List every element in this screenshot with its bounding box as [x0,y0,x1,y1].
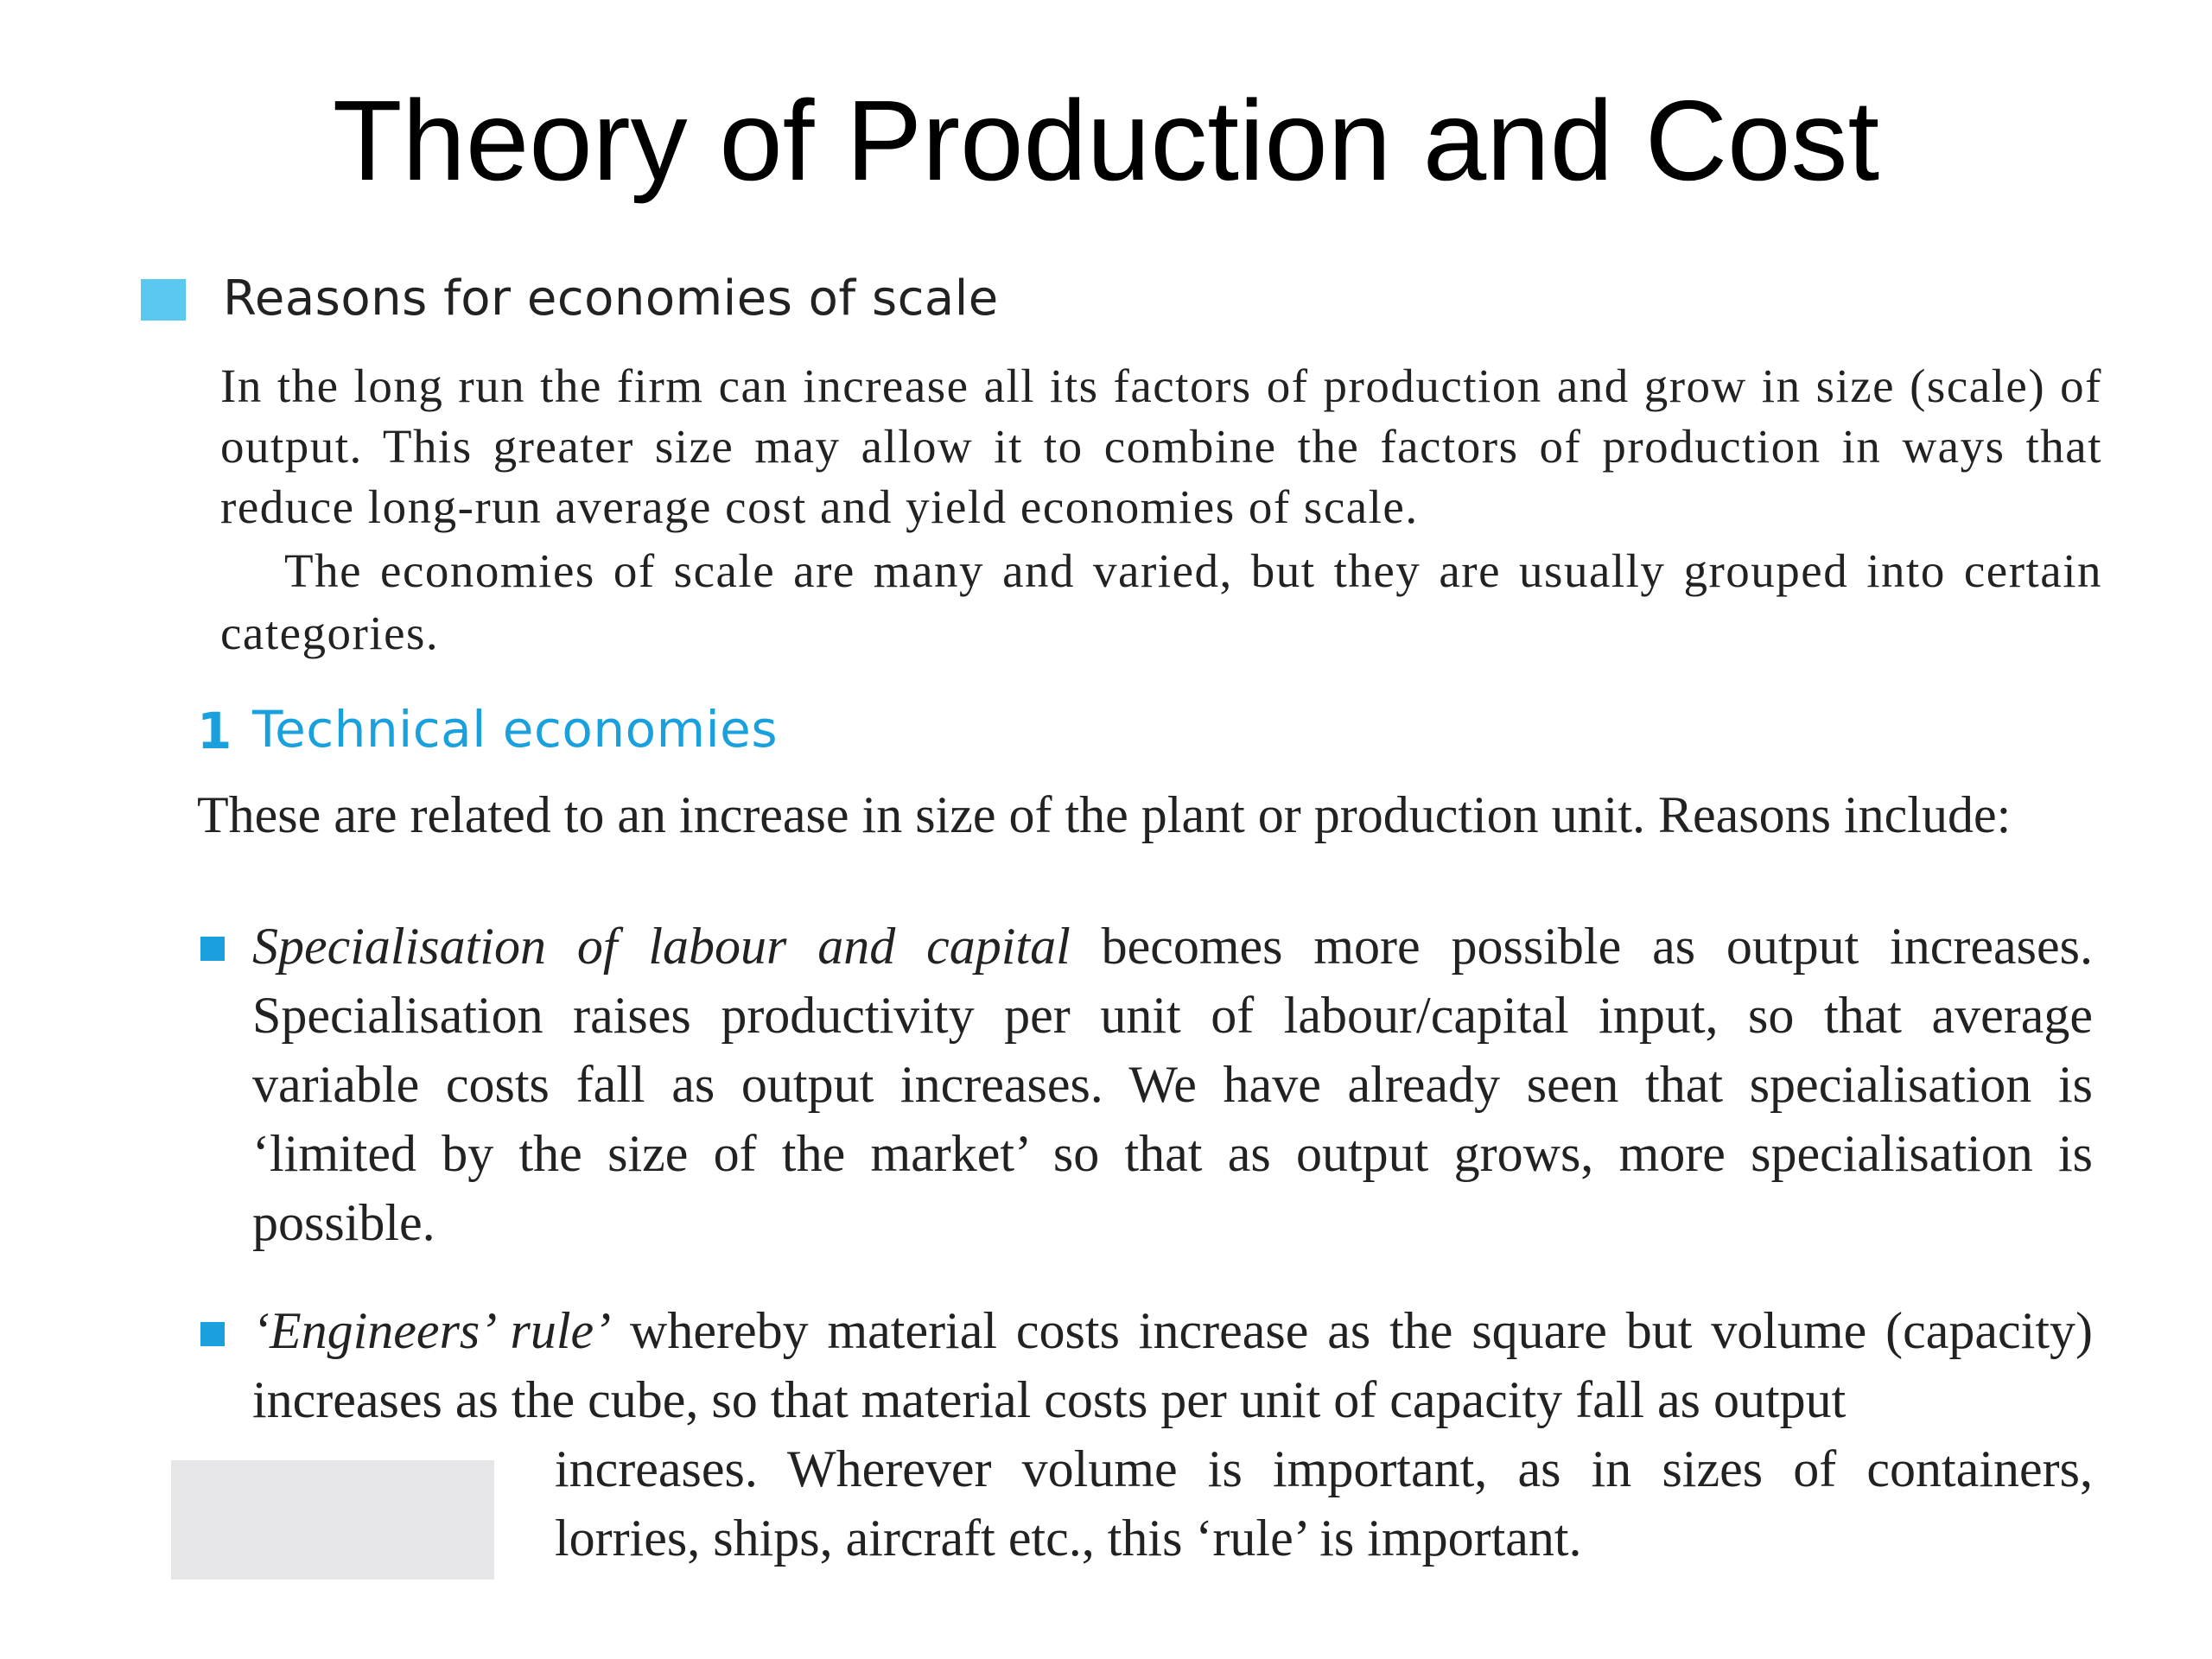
bullet-lead: Specialisation of labour and capital [252,918,1071,975]
subsection-intro: These are related to an increase in size of the plant or production unit. Reasons include: [197,786,2012,843]
subsection-number: 1 [197,702,232,760]
bullet-text: becomes more possible as output increases. Specialisation raises productivity per unit of labour/capital input, so that average variable costs fall as output increases. We have already seen that specialisation is ‘limited by the size of the market’ so that as output grows, more specialisation is possible. [252,918,2093,1251]
bullet-engineers-rule [252,1296,2093,1573]
bullet-text: whereby material costs increase as the square but volume (capacity) increases as the cube, so that material costs per unit of capacity fall as output [252,1302,2093,1428]
bullet-specialisation [252,912,2093,1257]
subsection-heading: Technical economies [252,700,779,759]
bullet-marker [200,937,225,961]
section-bullet-marker [141,279,186,321]
slide-title: Theory of Production and Cost [332,77,1880,204]
bullet-continuation: increases. Wherever volume is important, as in sizes of containers, lorries, ships, aircraft etc., this ‘rule’ is important. [555,1440,2093,1567]
bullet-marker [200,1322,225,1346]
bullet-lead: ‘Engineers’ rule’ [252,1302,612,1359]
intro-paragraph-2: The economies of scale are many and varied, but they are usually grouped into certain categories. [220,544,2102,659]
intro-paragraph-1: In the long run the firm can increase all its factors of production and grow in size (scale) of output. This greater size may allow it to combine the factors of production in ways that reduce long-run average cost and yield economies of scale. [220,359,2102,533]
section-heading: Reasons for economies of scale [223,270,999,327]
thumbnail-image-placeholder [171,1460,494,1580]
